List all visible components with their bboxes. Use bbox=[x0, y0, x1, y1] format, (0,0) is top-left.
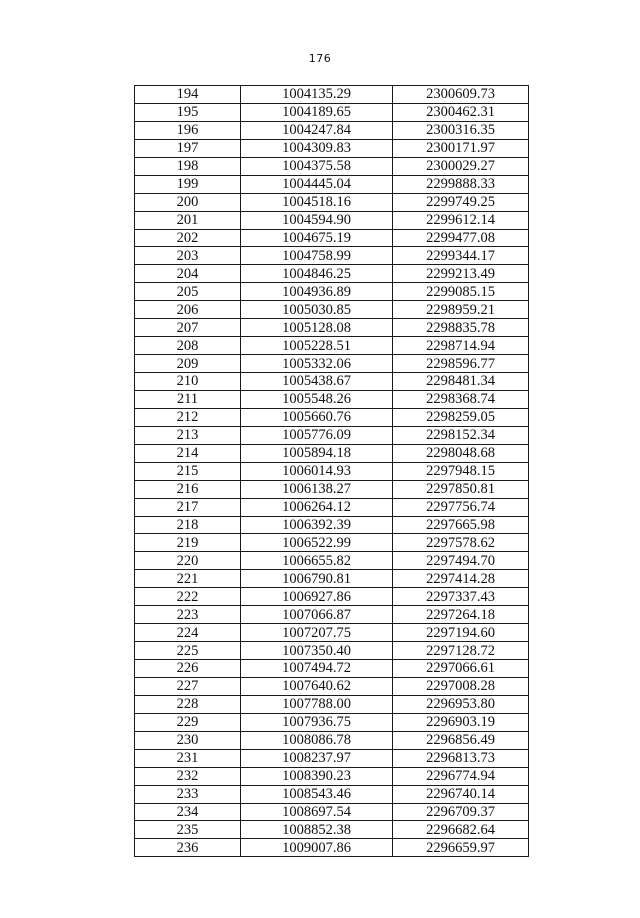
x-coordinate-cell: 1004846.25 bbox=[241, 265, 393, 283]
point-number-cell: 227 bbox=[135, 677, 241, 695]
y-coordinate-cell: 2296856.49 bbox=[393, 731, 529, 749]
point-number-cell: 235 bbox=[135, 821, 241, 839]
table-row bbox=[135, 390, 529, 408]
table-row bbox=[135, 606, 529, 624]
x-coordinate-cell: 1006392.39 bbox=[241, 516, 393, 534]
table-row bbox=[135, 319, 529, 337]
table-row bbox=[135, 677, 529, 695]
point-number-cell: 207 bbox=[135, 319, 241, 337]
x-coordinate-cell: 1005228.51 bbox=[241, 337, 393, 355]
table-row bbox=[135, 498, 529, 516]
point-number-cell: 198 bbox=[135, 157, 241, 175]
coordinates-table bbox=[134, 85, 529, 857]
y-coordinate-cell: 2298596.77 bbox=[393, 355, 529, 373]
point-number-cell: 222 bbox=[135, 588, 241, 606]
table-row bbox=[135, 103, 529, 121]
point-number-cell: 223 bbox=[135, 606, 241, 624]
point-number-cell: 204 bbox=[135, 265, 241, 283]
x-coordinate-cell: 1005332.06 bbox=[241, 355, 393, 373]
point-number-cell: 202 bbox=[135, 229, 241, 247]
table-row bbox=[135, 139, 529, 157]
point-number-cell: 200 bbox=[135, 193, 241, 211]
y-coordinate-cell: 2300316.35 bbox=[393, 121, 529, 139]
y-coordinate-cell: 2298959.21 bbox=[393, 301, 529, 319]
table-row bbox=[135, 193, 529, 211]
table-row bbox=[135, 283, 529, 301]
x-coordinate-cell: 1005548.26 bbox=[241, 390, 393, 408]
y-coordinate-cell: 2297414.28 bbox=[393, 570, 529, 588]
y-coordinate-cell: 2298481.34 bbox=[393, 373, 529, 391]
point-number-cell: 218 bbox=[135, 516, 241, 534]
point-number-cell: 195 bbox=[135, 103, 241, 121]
table-row bbox=[135, 301, 529, 319]
point-number-cell: 230 bbox=[135, 731, 241, 749]
y-coordinate-cell: 2300462.31 bbox=[393, 103, 529, 121]
table-row bbox=[135, 695, 529, 713]
y-coordinate-cell: 2299344.17 bbox=[393, 247, 529, 265]
point-number-cell: 231 bbox=[135, 749, 241, 767]
x-coordinate-cell: 1008237.97 bbox=[241, 749, 393, 767]
point-number-cell: 221 bbox=[135, 570, 241, 588]
point-number-cell: 197 bbox=[135, 139, 241, 157]
x-coordinate-cell: 1007207.75 bbox=[241, 624, 393, 642]
y-coordinate-cell: 2296682.64 bbox=[393, 821, 529, 839]
point-number-cell: 208 bbox=[135, 337, 241, 355]
y-coordinate-cell: 2297578.62 bbox=[393, 534, 529, 552]
point-number-cell: 224 bbox=[135, 624, 241, 642]
x-coordinate-cell: 1006138.27 bbox=[241, 480, 393, 498]
table-row bbox=[135, 462, 529, 480]
table-row bbox=[135, 229, 529, 247]
point-number-cell: 215 bbox=[135, 462, 241, 480]
y-coordinate-cell: 2298368.74 bbox=[393, 390, 529, 408]
point-number-cell: 219 bbox=[135, 534, 241, 552]
table-row bbox=[135, 175, 529, 193]
y-coordinate-cell: 2296953.80 bbox=[393, 695, 529, 713]
y-coordinate-cell: 2297494.70 bbox=[393, 552, 529, 570]
x-coordinate-cell: 1005894.18 bbox=[241, 444, 393, 462]
y-coordinate-cell: 2296659.97 bbox=[393, 839, 529, 857]
point-number-cell: 220 bbox=[135, 552, 241, 570]
x-coordinate-cell: 1004247.84 bbox=[241, 121, 393, 139]
x-coordinate-cell: 1004936.89 bbox=[241, 283, 393, 301]
point-number-cell: 211 bbox=[135, 390, 241, 408]
table-row bbox=[135, 660, 529, 678]
y-coordinate-cell: 2299749.25 bbox=[393, 193, 529, 211]
page-number: 176 bbox=[308, 52, 332, 65]
y-coordinate-cell: 2300029.27 bbox=[393, 157, 529, 175]
table-row bbox=[135, 642, 529, 660]
y-coordinate-cell: 2300171.97 bbox=[393, 139, 529, 157]
x-coordinate-cell: 1004309.83 bbox=[241, 139, 393, 157]
x-coordinate-cell: 1005776.09 bbox=[241, 426, 393, 444]
table-row bbox=[135, 337, 529, 355]
x-coordinate-cell: 1006655.82 bbox=[241, 552, 393, 570]
x-coordinate-cell: 1004135.29 bbox=[241, 86, 393, 104]
y-coordinate-cell: 2296774.94 bbox=[393, 767, 529, 785]
x-coordinate-cell: 1006264.12 bbox=[241, 498, 393, 516]
y-coordinate-cell: 2299477.08 bbox=[393, 229, 529, 247]
point-number-cell: 206 bbox=[135, 301, 241, 319]
y-coordinate-cell: 2297128.72 bbox=[393, 642, 529, 660]
y-coordinate-cell: 2297665.98 bbox=[393, 516, 529, 534]
x-coordinate-cell: 1005438.67 bbox=[241, 373, 393, 391]
table-row bbox=[135, 624, 529, 642]
point-number-cell: 205 bbox=[135, 283, 241, 301]
y-coordinate-cell: 2298048.68 bbox=[393, 444, 529, 462]
y-coordinate-cell: 2299612.14 bbox=[393, 211, 529, 229]
table-row bbox=[135, 265, 529, 283]
x-coordinate-cell: 1004594.90 bbox=[241, 211, 393, 229]
point-number-cell: 228 bbox=[135, 695, 241, 713]
y-coordinate-cell: 2298835.78 bbox=[393, 319, 529, 337]
table-row bbox=[135, 767, 529, 785]
y-coordinate-cell: 2298259.05 bbox=[393, 408, 529, 426]
x-coordinate-cell: 1004189.65 bbox=[241, 103, 393, 121]
y-coordinate-cell: 2297337.43 bbox=[393, 588, 529, 606]
table-row bbox=[135, 247, 529, 265]
point-number-cell: 216 bbox=[135, 480, 241, 498]
x-coordinate-cell: 1007494.72 bbox=[241, 660, 393, 678]
point-number-cell: 201 bbox=[135, 211, 241, 229]
point-number-cell: 226 bbox=[135, 660, 241, 678]
point-number-cell: 212 bbox=[135, 408, 241, 426]
x-coordinate-cell: 1008543.46 bbox=[241, 785, 393, 803]
point-number-cell: 229 bbox=[135, 713, 241, 731]
table-row bbox=[135, 480, 529, 498]
y-coordinate-cell: 2297756.74 bbox=[393, 498, 529, 516]
point-number-cell: 196 bbox=[135, 121, 241, 139]
point-number-cell: 232 bbox=[135, 767, 241, 785]
x-coordinate-cell: 1006014.93 bbox=[241, 462, 393, 480]
table-row bbox=[135, 713, 529, 731]
point-number-cell: 194 bbox=[135, 86, 241, 104]
x-coordinate-cell: 1008390.23 bbox=[241, 767, 393, 785]
y-coordinate-cell: 2297008.28 bbox=[393, 677, 529, 695]
y-coordinate-cell: 2296740.14 bbox=[393, 785, 529, 803]
table-row bbox=[135, 355, 529, 373]
table-row bbox=[135, 785, 529, 803]
y-coordinate-cell: 2299213.49 bbox=[393, 265, 529, 283]
y-coordinate-cell: 2299085.15 bbox=[393, 283, 529, 301]
x-coordinate-cell: 1007936.75 bbox=[241, 713, 393, 731]
x-coordinate-cell: 1008852.38 bbox=[241, 821, 393, 839]
point-number-cell: 217 bbox=[135, 498, 241, 516]
table-row bbox=[135, 749, 529, 767]
x-coordinate-cell: 1007788.00 bbox=[241, 695, 393, 713]
point-number-cell: 236 bbox=[135, 839, 241, 857]
x-coordinate-cell: 1006522.99 bbox=[241, 534, 393, 552]
coordinates-table-body bbox=[135, 86, 529, 857]
table-row bbox=[135, 157, 529, 175]
x-coordinate-cell: 1007350.40 bbox=[241, 642, 393, 660]
table-row bbox=[135, 444, 529, 462]
x-coordinate-cell: 1005128.08 bbox=[241, 319, 393, 337]
y-coordinate-cell: 2297264.18 bbox=[393, 606, 529, 624]
table-row bbox=[135, 121, 529, 139]
point-number-cell: 225 bbox=[135, 642, 241, 660]
y-coordinate-cell: 2297850.81 bbox=[393, 480, 529, 498]
table-row bbox=[135, 516, 529, 534]
y-coordinate-cell: 2297066.61 bbox=[393, 660, 529, 678]
x-coordinate-cell: 1004518.16 bbox=[241, 193, 393, 211]
y-coordinate-cell: 2297948.15 bbox=[393, 462, 529, 480]
table-row bbox=[135, 821, 529, 839]
x-coordinate-cell: 1005660.76 bbox=[241, 408, 393, 426]
x-coordinate-cell: 1004445.04 bbox=[241, 175, 393, 193]
y-coordinate-cell: 2296903.19 bbox=[393, 713, 529, 731]
point-number-cell: 209 bbox=[135, 355, 241, 373]
table-row bbox=[135, 803, 529, 821]
table-row bbox=[135, 588, 529, 606]
y-coordinate-cell: 2298152.34 bbox=[393, 426, 529, 444]
x-coordinate-cell: 1004758.99 bbox=[241, 247, 393, 265]
y-coordinate-cell: 2296709.37 bbox=[393, 803, 529, 821]
point-number-cell: 214 bbox=[135, 444, 241, 462]
y-coordinate-cell: 2297194.60 bbox=[393, 624, 529, 642]
x-coordinate-cell: 1006927.86 bbox=[241, 588, 393, 606]
y-coordinate-cell: 2296813.73 bbox=[393, 749, 529, 767]
x-coordinate-cell: 1004375.58 bbox=[241, 157, 393, 175]
point-number-cell: 210 bbox=[135, 373, 241, 391]
x-coordinate-cell: 1009007.86 bbox=[241, 839, 393, 857]
x-coordinate-cell: 1006790.81 bbox=[241, 570, 393, 588]
table-row bbox=[135, 373, 529, 391]
x-coordinate-cell: 1007066.87 bbox=[241, 606, 393, 624]
table-row bbox=[135, 426, 529, 444]
y-coordinate-cell: 2298714.94 bbox=[393, 337, 529, 355]
x-coordinate-cell: 1004675.19 bbox=[241, 229, 393, 247]
y-coordinate-cell: 2299888.33 bbox=[393, 175, 529, 193]
table-row bbox=[135, 211, 529, 229]
point-number-cell: 203 bbox=[135, 247, 241, 265]
point-number-cell: 199 bbox=[135, 175, 241, 193]
table-row bbox=[135, 731, 529, 749]
table-row bbox=[135, 570, 529, 588]
point-number-cell: 213 bbox=[135, 426, 241, 444]
table-row bbox=[135, 534, 529, 552]
x-coordinate-cell: 1007640.62 bbox=[241, 677, 393, 695]
table-row bbox=[135, 552, 529, 570]
y-coordinate-cell: 2300609.73 bbox=[393, 86, 529, 104]
table-row bbox=[135, 839, 529, 857]
point-number-cell: 233 bbox=[135, 785, 241, 803]
x-coordinate-cell: 1008086.78 bbox=[241, 731, 393, 749]
x-coordinate-cell: 1008697.54 bbox=[241, 803, 393, 821]
point-number-cell: 234 bbox=[135, 803, 241, 821]
table-row bbox=[135, 408, 529, 426]
table-row bbox=[135, 86, 529, 104]
x-coordinate-cell: 1005030.85 bbox=[241, 301, 393, 319]
